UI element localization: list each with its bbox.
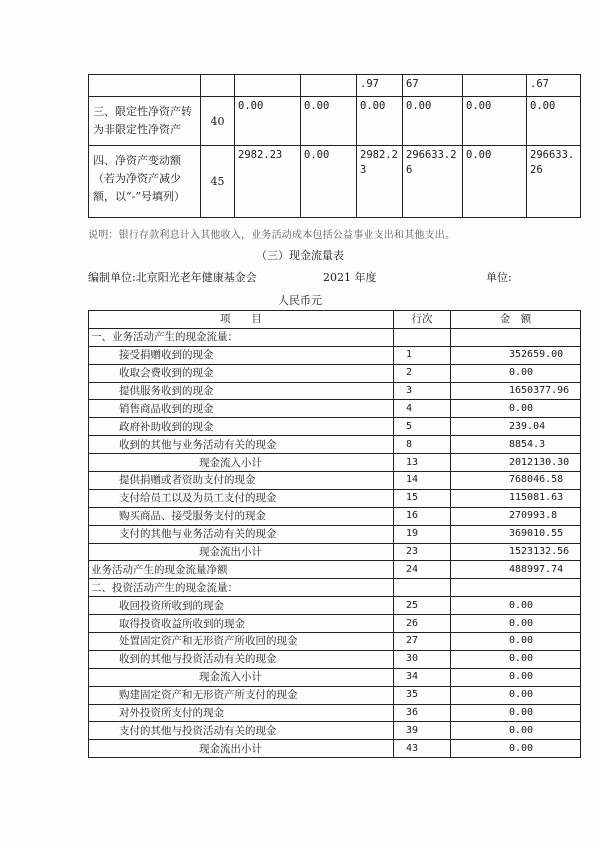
row-item-label: 提供服务收到的现金 — [89, 382, 394, 400]
line-number: 30 — [394, 650, 451, 668]
row-item-label: 现金流出小计 — [89, 543, 394, 561]
line-number: 43 — [394, 740, 451, 758]
table-row — [89, 400, 581, 418]
row-item-label: 取得投资收益所收到的现金 — [89, 615, 394, 633]
table-cell: 0.00 — [403, 97, 463, 146]
table-cell: 2982.23 — [357, 146, 403, 218]
line-number — [394, 579, 451, 597]
line-number: 39 — [394, 722, 451, 740]
line-number: 24 — [394, 561, 451, 579]
row-item-label: 处置固定资产和无形资产所收回的现金 — [89, 633, 394, 651]
amount-cell: 8854.3 — [451, 436, 581, 454]
amount-cell: 0.00 — [451, 615, 581, 633]
line-number: 40 — [201, 97, 235, 146]
line-number: 27 — [394, 633, 451, 651]
footnote: 说明：银行存款利息计入其他收入，业务活动成本包括公益事业支出和其他支出。 — [88, 230, 456, 241]
table-cell: 0.00 — [301, 146, 357, 218]
amount-cell: 1650377.96 — [451, 382, 581, 400]
table-cell — [235, 75, 301, 97]
line-number: 3 — [394, 382, 451, 400]
table-row — [89, 346, 581, 364]
row-item-label: 提供捐赠或者资助支付的现金 — [89, 472, 394, 490]
line-number: 34 — [394, 668, 451, 686]
table-cell: 0.00 — [357, 97, 403, 146]
amount-cell: 270993.8 — [451, 507, 581, 525]
amount-cell: 488997.74 — [451, 561, 581, 579]
row-label: 四、净资产变动额（若为净资产减少额，以“-”号填列） — [89, 146, 201, 218]
amount-cell: 369010.55 — [451, 525, 581, 543]
amount-cell: 768046.58 — [451, 472, 581, 490]
amount-cell: 0.00 — [451, 668, 581, 686]
table-row — [89, 740, 581, 758]
unit-label: 单位: — [486, 271, 512, 284]
section-title: （三）现金流量表 — [256, 249, 344, 262]
line-number: 45 — [201, 146, 235, 218]
table-row — [89, 489, 581, 507]
net-asset-change-table — [88, 74, 581, 218]
amount-cell: 0.00 — [451, 704, 581, 722]
amount-cell: 352659.00 — [451, 346, 581, 364]
column-header-amount: 金 额 — [451, 311, 581, 329]
table-cell: 296633.26 — [527, 146, 581, 218]
line-number: 19 — [394, 525, 451, 543]
table-cell: 0.00 — [301, 97, 357, 146]
amount-cell: 239.04 — [451, 418, 581, 436]
table-cell — [89, 75, 201, 97]
table-row — [89, 382, 581, 400]
table-cell: .67 — [527, 75, 581, 97]
amount-cell: 2012130.30 — [451, 454, 581, 472]
amount-cell: 0.00 — [451, 686, 581, 704]
table-row — [89, 146, 581, 218]
table-row — [89, 436, 581, 454]
table-cell: 0.00 — [527, 97, 581, 146]
table-cell: 67 — [403, 75, 463, 97]
amount-cell: 0.00 — [451, 722, 581, 740]
row-item-label: 现金流入小计 — [89, 668, 394, 686]
amount-cell: 0.00 — [451, 364, 581, 382]
row-item-label: 购买商品、接受服务支付的现金 — [89, 507, 394, 525]
table-row — [89, 75, 581, 97]
table-row — [89, 472, 581, 490]
line-number: 25 — [394, 597, 451, 615]
amount-cell: 0.00 — [451, 740, 581, 758]
table-cell: 296633.26 — [403, 146, 463, 218]
row-item-label: 收到的其他与业务活动有关的现金 — [89, 436, 394, 454]
table-row — [89, 418, 581, 436]
line-number: 5 — [394, 418, 451, 436]
amount-cell: 0.00 — [451, 650, 581, 668]
column-header-item: 项 目 — [89, 311, 394, 329]
table-row — [89, 668, 581, 686]
currency-label: 人民币元 — [278, 294, 322, 307]
row-item-label: 销售商品收到的现金 — [89, 400, 394, 418]
row-item-label: 业务活动产生的现金流量净额 — [89, 561, 394, 579]
column-header-line: 行次 — [394, 311, 451, 329]
row-item-label: 收取会费收到的现金 — [89, 364, 394, 382]
table-cell — [463, 75, 527, 97]
table-row — [89, 328, 581, 346]
table-row — [89, 579, 581, 597]
amount-cell: 0.00 — [451, 597, 581, 615]
cash-flow-table — [88, 310, 581, 758]
line-number — [394, 328, 451, 346]
line-number: 15 — [394, 489, 451, 507]
row-item-label: 接受捐赠收到的现金 — [89, 346, 394, 364]
line-number: 23 — [394, 543, 451, 561]
line-number: 2 — [394, 364, 451, 382]
table-cell — [201, 75, 235, 97]
table-row — [89, 561, 581, 579]
line-number: 36 — [394, 704, 451, 722]
table-cell: 0.00 — [235, 97, 301, 146]
table-row — [89, 597, 581, 615]
table-row — [89, 722, 581, 740]
line-number: 8 — [394, 436, 451, 454]
row-item-label: 对外投资所支付的现金 — [89, 704, 394, 722]
row-item-label: 二、投资活动产生的现金流量： — [89, 579, 394, 597]
table-row — [89, 543, 581, 561]
row-item-label: 收到的其他与投资活动有关的现金 — [89, 650, 394, 668]
table-row — [89, 615, 581, 633]
table-row — [89, 97, 581, 146]
table-cell: 2982.23 — [235, 146, 301, 218]
amount-cell: 0.00 — [451, 400, 581, 418]
table-row — [89, 507, 581, 525]
line-number: 13 — [394, 454, 451, 472]
line-number: 35 — [394, 686, 451, 704]
line-number: 14 — [394, 472, 451, 490]
table-cell: 0.00 — [463, 146, 527, 218]
row-item-label: 现金流出小计 — [89, 740, 394, 758]
amount-cell: 0.00 — [451, 633, 581, 651]
row-label: 三、限定性净资产转为非限定性净资产 — [89, 97, 201, 146]
line-number: 1 — [394, 346, 451, 364]
table-row — [89, 704, 581, 722]
table-row — [89, 633, 581, 651]
table-row — [89, 454, 581, 472]
table-cell: .97 — [357, 75, 403, 97]
row-item-label: 购建固定资产和无形资产所支付的现金 — [89, 686, 394, 704]
line-number: 26 — [394, 615, 451, 633]
row-item-label: 支付的其他与业务活动有关的现金 — [89, 525, 394, 543]
row-item-label: 现金流入小计 — [89, 454, 394, 472]
table-row — [89, 686, 581, 704]
line-number: 16 — [394, 507, 451, 525]
table-cell — [301, 75, 357, 97]
table-header-row — [89, 311, 581, 329]
row-item-label: 政府补助收到的现金 — [89, 418, 394, 436]
table-cell: 0.00 — [463, 97, 527, 146]
table-row — [89, 364, 581, 382]
amount-cell: 1523132.56 — [451, 543, 581, 561]
row-item-label: 支付给员工以及为员工支付的现金 — [89, 489, 394, 507]
line-number: 4 — [394, 400, 451, 418]
row-item-label: 收回投资所收到的现金 — [89, 597, 394, 615]
amount-cell — [451, 579, 581, 597]
amount-cell — [451, 328, 581, 346]
report-year: 2021 年度 — [323, 271, 377, 284]
row-item-label: 支付的其他与投资活动有关的现金 — [89, 722, 394, 740]
table-row — [89, 525, 581, 543]
preparing-organization: 编制单位:北京阳光老年健康基金会 — [88, 271, 257, 284]
amount-cell: 115081.63 — [451, 489, 581, 507]
table-row — [89, 650, 581, 668]
row-item-label: 一、业务活动产生的现金流量： — [89, 328, 394, 346]
